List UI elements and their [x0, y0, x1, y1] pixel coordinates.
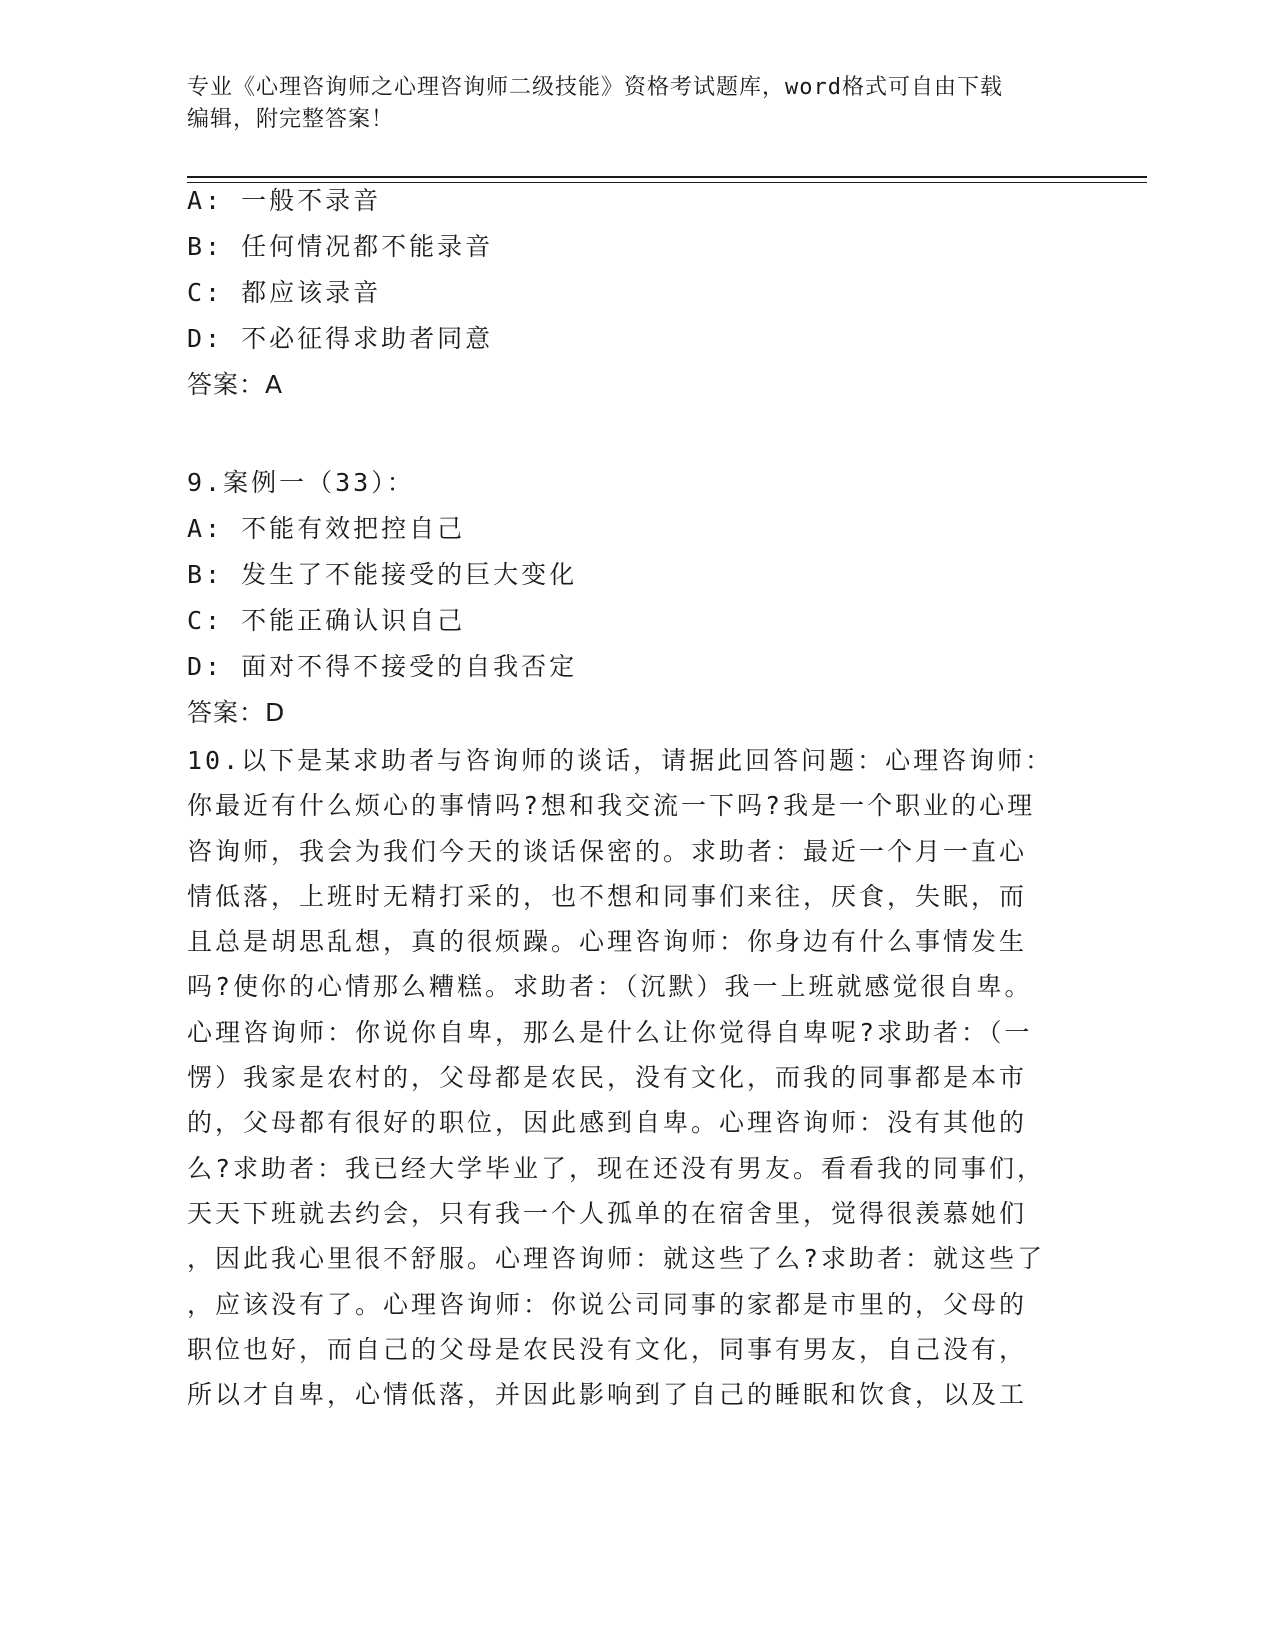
option-d: D: 面对不得不接受的自我否定 [187, 652, 578, 681]
paragraph-line: 咨询师，我会为我们今天的谈话保密的。求助者：最近一个月一直心 [187, 836, 1028, 866]
document-header [187, 72, 1067, 136]
paragraph-line: 天天下班就去约会，只有我一个人孤单的在宿舍里，觉得很羡慕她们 [187, 1198, 1028, 1228]
answer-label: 答案：D [187, 698, 286, 727]
paragraph-line: 吗?使你的心情那么糟糕。求助者：（沉默）我一上班就感觉很自卑。 [187, 972, 1033, 1002]
paragraph-line: 且总是胡思乱想，真的很烦躁。心理咨询师：你身边有什么事情发生 [187, 927, 1028, 957]
paragraph-line: 10.以下是某求助者与咨询师的谈话，请据此回答问题：心理咨询师： [187, 746, 1054, 775]
option-c: C: 不能正确认识自己 [187, 606, 466, 635]
header-line-1: 专业《心理咨询师之心理咨询师二级技能》资格考试题库，word格式可自由下载 [187, 75, 1003, 100]
paragraph-line: 所以才自卑，心情低落，并因此影响到了自己的睡眠和饮食，以及工 [187, 1380, 1028, 1410]
paragraph-line: 情低落，上班时无精打采的，也不想和同事们来往，厌食，失眠，而 [187, 881, 1028, 911]
option-c: C: 都应该录音 [187, 278, 382, 307]
option-b: B: 发生了不能接受的巨大变化 [187, 560, 578, 589]
option-b: B: 任何情况都不能录音 [187, 232, 494, 261]
paragraph-line: 的，父母都有很好的职位，因此感到自卑。心理咨询师：没有其他的 [187, 1108, 1028, 1138]
question-title: 9.案例一（33）： [187, 468, 415, 497]
paragraph-line: 心理咨询师：你说你自卑，那么是什么让你觉得自卑呢?求助者：（一 [187, 1017, 1033, 1047]
paragraph-line: ，应该没有了。心理咨询师：你说公司同事的家都是市里的，父母的 [187, 1289, 1028, 1319]
paragraph-line: ，因此我心里很不舒服。心理咨询师：就这些了么?求助者：就这些了 [187, 1244, 1046, 1274]
question-10-paragraph [187, 738, 1067, 1417]
paragraph-line: 你最近有什么烦心的事情吗?想和我交流一下吗?我是一个职业的心理 [187, 791, 1036, 821]
paragraph-line: 愣）我家是农村的，父母都是农民，没有文化，而我的同事都是本市 [187, 1063, 1028, 1093]
option-a: A: 一般不录音 [187, 186, 382, 215]
option-d: D: 不必征得求助者同意 [187, 324, 494, 353]
option-a: A: 不能有效把控自己 [187, 514, 466, 543]
answer-label: 答案：A [187, 370, 284, 399]
paragraph-line: 职位也好，而自己的父母是农民没有文化，同事有男友，自己没有， [187, 1334, 1028, 1364]
question-8-block [187, 178, 493, 408]
question-9-block [187, 460, 577, 736]
header-line-2: 编辑，附完整答案！ [187, 107, 395, 132]
paragraph-line: 么?求助者：我已经大学毕业了，现在还没有男友。看看我的同事们， [187, 1153, 1046, 1183]
